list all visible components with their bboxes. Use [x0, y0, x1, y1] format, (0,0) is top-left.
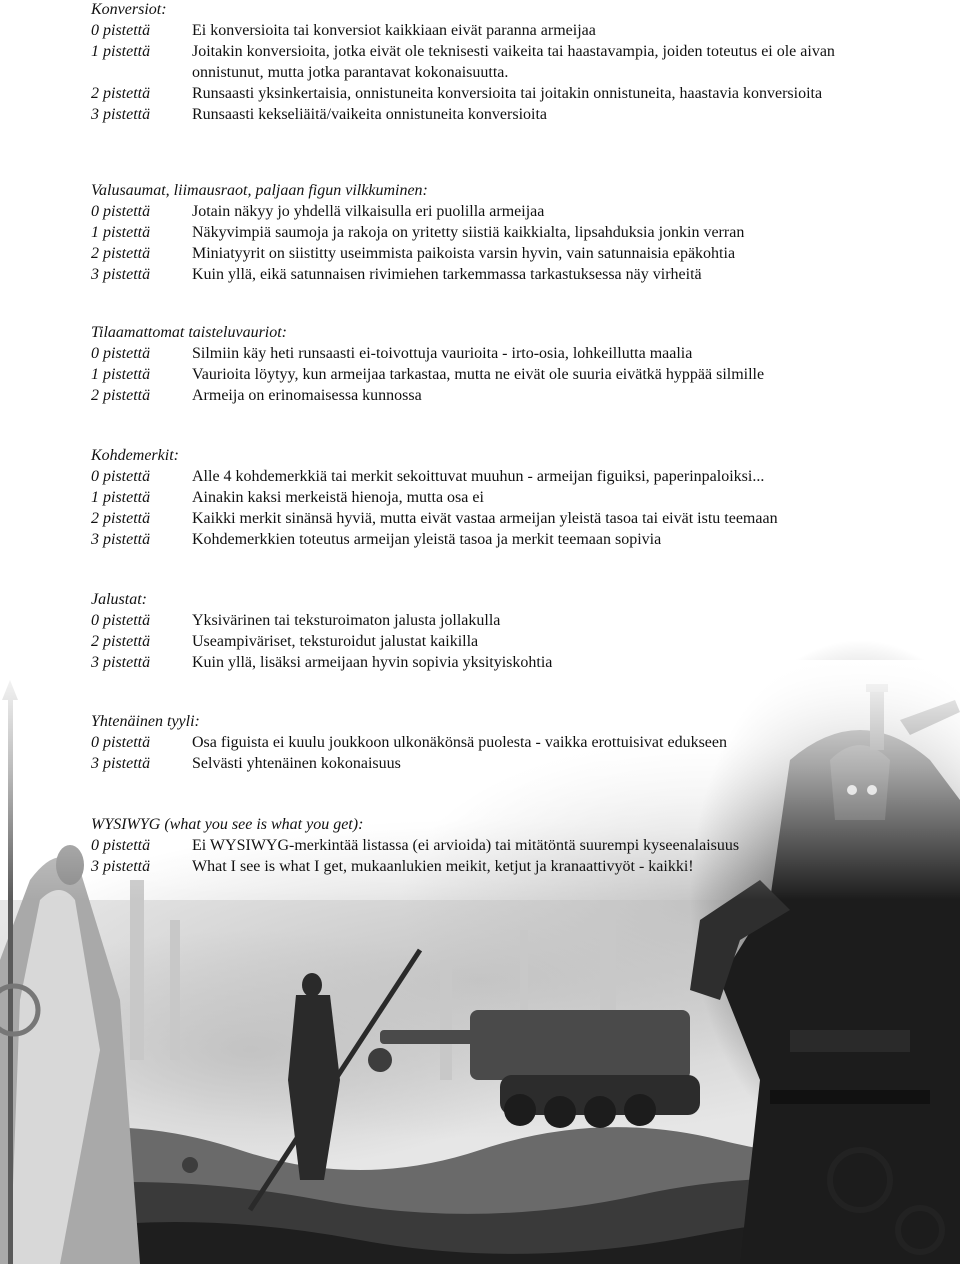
score-description: Runsaasti kekseliäitä/vaikeita onnistuneita konversioita	[192, 106, 548, 123]
score-description: Kuin yllä, lisäksi armeijaan hyvin sopivia yksityiskohtia	[192, 654, 553, 671]
score-points: 0 pistettä	[91, 203, 151, 220]
score-points: 3 pistettä	[91, 106, 151, 123]
score-points: 3 pistettä	[91, 531, 151, 548]
score-description: Ainakin kaksi merkeistä hienoja, mutta osa ei	[192, 489, 484, 506]
score-description: Silmiin käy heti runsaasti ei-toivottuja vaurioita - irto-osia, lohkeillutta maalia	[192, 345, 693, 362]
score-row	[91, 508, 951, 529]
score-description: What I see is what I get, mukaanlukien meikit, ketjut ja kranaattivyöt - kaikki!	[192, 858, 694, 875]
score-description: Vaurioita löytyy, kun armeijaa tarkastaa, mutta ne eivät ole suuria eivätkä hyppää silmille	[192, 366, 765, 383]
section-heading: Jalustat:	[91, 591, 147, 608]
score-row	[91, 631, 951, 652]
section-valusaumat	[91, 181, 951, 285]
score-row	[91, 41, 951, 83]
score-row	[91, 364, 951, 385]
section-heading: Kohdemerkit:	[91, 447, 179, 464]
score-points: 0 pistettä	[91, 837, 151, 854]
score-points: 3 pistettä	[91, 858, 151, 875]
score-description: Kaikki merkit sinänsä hyviä, mutta eivät vastaa armeijan yleistä tasoa tai eivät istu teemaan	[192, 510, 778, 527]
score-points: 0 pistettä	[91, 22, 151, 39]
section-heading: Konversiot:	[91, 1, 167, 18]
score-points: 1 pistettä	[91, 224, 151, 241]
score-row	[91, 83, 951, 104]
score-description: Useampiväriset, teksturoidut jalustat kaikilla	[192, 633, 479, 650]
section-konversiot	[91, 0, 951, 125]
score-points: 3 pistettä	[91, 266, 151, 283]
section-heading: Yhtenäinen tyyli:	[91, 713, 200, 730]
section-heading: Valusaumat, liimausraot, paljaan figun vilkkuminen:	[91, 182, 428, 199]
score-points: 3 pistettä	[91, 654, 151, 671]
score-row	[91, 835, 951, 856]
score-row	[91, 385, 951, 406]
score-row	[91, 856, 951, 877]
score-points: 0 pistettä	[91, 345, 151, 362]
score-description: Joitakin konversioita, jotka eivät ole teknisesti vaikeita tai haastavampia, joiden toteutus ei ole aivan onnistunut, mutta jotka parantavat kokonaisuutta.	[192, 43, 835, 81]
score-row	[91, 104, 951, 125]
section-kohdemerkit	[91, 446, 951, 550]
score-description: Yksivärinen tai teksturoimaton jalusta jollakulla	[192, 612, 501, 629]
score-description: Kuin yllä, eikä satunnaisen rivimiehen tarkemmassa tarkastuksessa näy virheitä	[192, 266, 702, 283]
score-points: 1 pistettä	[91, 366, 151, 383]
section-heading: WYSIWYG (what you see is what you get):	[91, 816, 364, 833]
score-points: 2 pistettä	[91, 633, 151, 650]
section-taisteluvauriot	[91, 323, 951, 406]
score-points: 2 pistettä	[91, 245, 151, 262]
score-description: Osa figuista ei kuulu joukkoon ulkonäkönsä puolesta - vaikka erottuisivat edukseen	[192, 734, 727, 751]
score-row	[91, 610, 951, 631]
score-row	[91, 732, 951, 753]
score-description: Ei konversioita tai konversiot kaikkiaan eivät paranna armeijaa	[192, 22, 596, 39]
score-points: 1 pistettä	[91, 43, 151, 60]
score-description: Kohdemerkkien toteutus armeijan yleistä tasoa ja merkit teemaan sopivia	[192, 531, 662, 548]
section-heading: Tilaamattomat taisteluvauriot:	[91, 324, 288, 341]
score-description: Alle 4 kohdemerkkiä tai merkit sekoittuvat muuhun - armeijan figuiksi, paperinpaloiksi...	[192, 468, 765, 485]
score-row	[91, 652, 951, 673]
score-row	[91, 222, 951, 243]
score-row	[91, 264, 951, 285]
score-description: Jotain näkyy jo yhdellä vilkaisulla eri puolilla armeijaa	[192, 203, 545, 220]
score-row	[91, 343, 951, 364]
section-yhtenainen-tyyli	[91, 712, 951, 774]
score-points: 2 pistettä	[91, 387, 151, 404]
score-description: Miniatyyrit on siistitty useimmista paikoista varsin hyvin, vain satunnaisia epäkohtia	[192, 245, 736, 262]
score-points: 2 pistettä	[91, 85, 151, 102]
score-row	[91, 487, 951, 508]
score-points: 0 pistettä	[91, 612, 151, 629]
score-points: 3 pistettä	[91, 755, 151, 772]
score-row	[91, 466, 951, 487]
section-jalustat	[91, 590, 951, 673]
score-row	[91, 201, 951, 222]
score-points: 0 pistettä	[91, 468, 151, 485]
score-row	[91, 243, 951, 264]
score-points: 0 pistettä	[91, 734, 151, 751]
score-row	[91, 529, 951, 550]
score-row	[91, 20, 951, 41]
score-row	[91, 753, 951, 774]
score-description: Runsaasti yksinkertaisia, onnistuneita konversioita tai joitakin onnistuneita, haastavia konversioita	[192, 85, 823, 102]
section-wysiwyg	[91, 815, 951, 877]
score-points: 2 pistettä	[91, 510, 151, 527]
score-description: Selvästi yhtenäinen kokonaisuus	[192, 755, 401, 772]
score-description: Näkyvimpiä saumoja ja rakoja on yritetty siistiä kaikkialta, lipsahduksia jonkin verran	[192, 224, 745, 241]
score-points: 1 pistettä	[91, 489, 151, 506]
score-description: Ei WYSIWYG-merkintää listassa (ei arvioida) tai mitätöntä suurempi kyseenalaisuus	[192, 837, 740, 854]
score-description: Armeija on erinomaisessa kunnossa	[192, 387, 422, 404]
